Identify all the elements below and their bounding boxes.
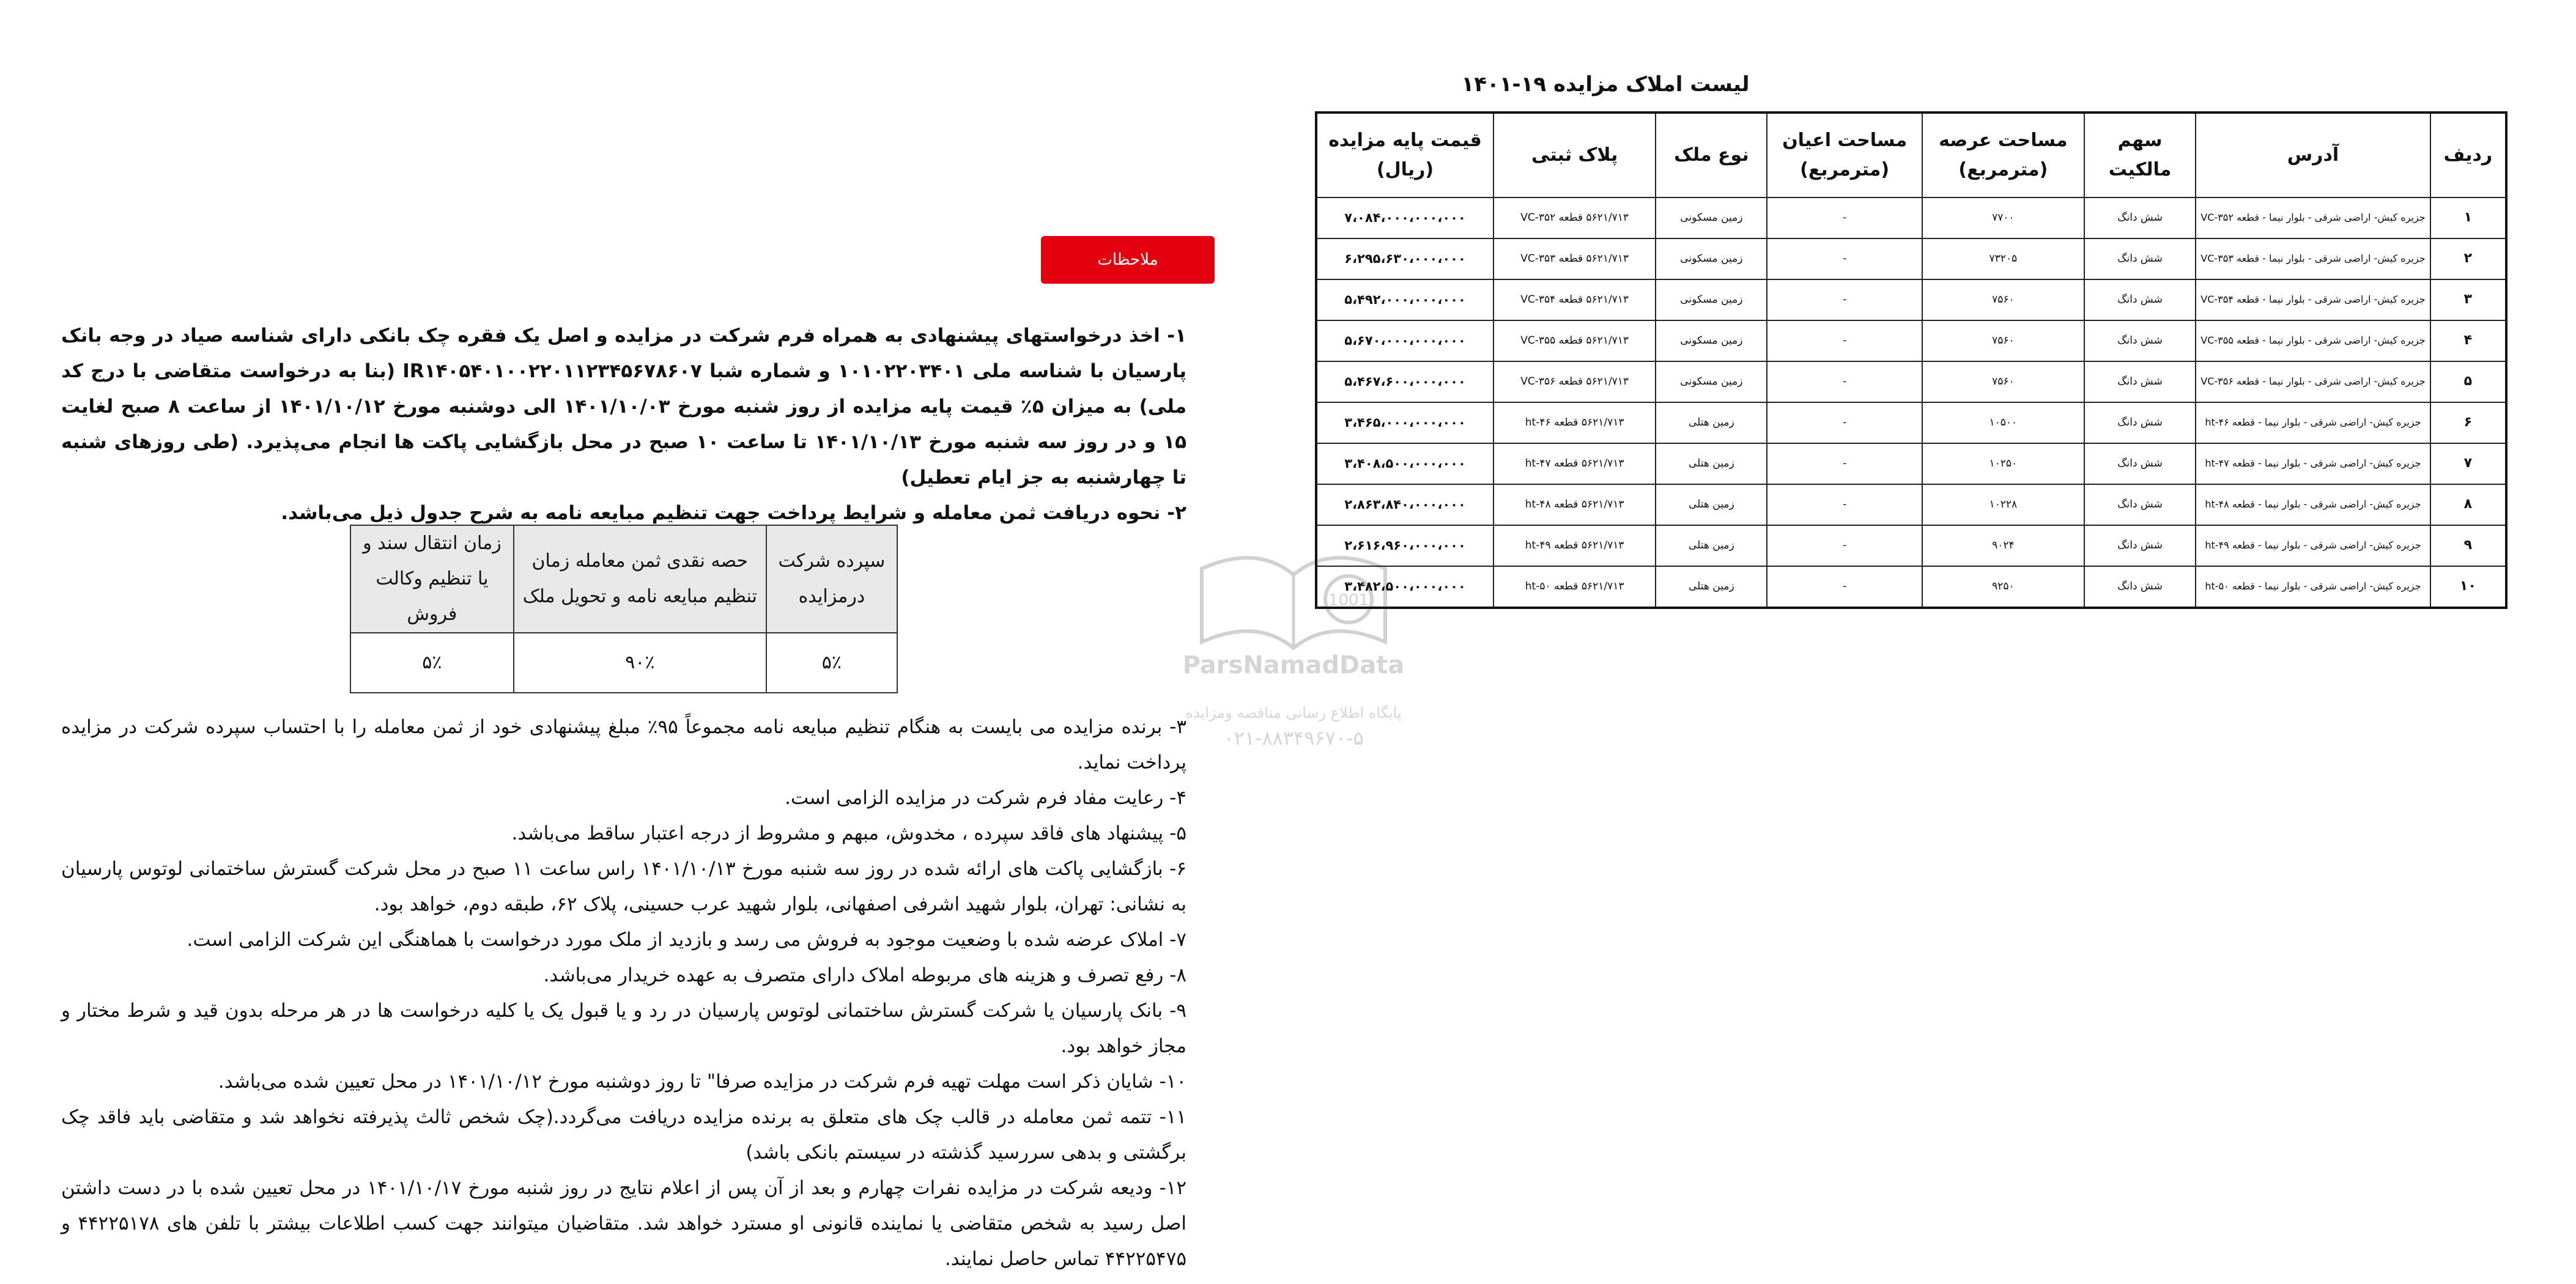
- cell-building-area: -: [1767, 361, 1922, 402]
- cell-address: جزیره کیش- اراضی شرقی - بلوار نیما - قطعه ht-۴۷: [2196, 443, 2430, 484]
- book-watermark-icon: [1165, 532, 1422, 654]
- note-5: ۵- پیشنهاد های فاقد سپرده ، مخدوش، مبهم و مشروط از درجه اعتبار ساقط می‌باشد.: [511, 822, 1186, 844]
- cell-land-area: ۱۰۲۲۸: [1922, 484, 2084, 525]
- payment-terms-value-row: [350, 633, 897, 693]
- cell-building-area: -: [1767, 443, 1922, 484]
- watermark-brand: ParsNamadData: [1182, 651, 1405, 679]
- cell-base-price: ۵،۴۹۲،۰۰۰،۰۰۰،۰۰۰: [1316, 279, 1493, 320]
- cell-building-area: -: [1767, 197, 1922, 238]
- cell-row-number: ۱۰: [2430, 566, 2506, 608]
- header-share: سهم مالکیت: [2084, 113, 2196, 197]
- note-7: ۷- املاک عرضه شده با وضعیت موجود به فروش می رسد و بازدید از ملک مورد درخواست با هماهنگی این شرکت الزامی است.: [187, 929, 1186, 951]
- cell-property-type: زمین مسکونی: [1656, 197, 1767, 238]
- cell-building-area: -: [1767, 238, 1922, 279]
- payment-header-transfer: زمان انتقال سند و یا تنظیم وکالت فروش: [350, 525, 514, 633]
- cell-land-area: ۹۲۵۰: [1922, 566, 2084, 608]
- cell-base-price: ۳،۴۰۸،۵۰۰،۰۰۰،۰۰۰: [1316, 443, 1493, 484]
- cell-plate: ۵۶۲۱/۷۱۳ قطعه ht-۴۶: [1493, 402, 1656, 443]
- note-9: ۹- بانک پارسیان یا شرکت گسترش ساختمانی لوتوس پارسیان در رد و یا قبول یک یا کلیه درخواست ها در هر مرحله بدون قید و شرط مختار و مجاز خواهد بود.: [61, 1000, 1186, 1057]
- cell-row-number: ۸: [2430, 484, 2506, 525]
- cell-share: شش دانگ: [2084, 566, 2196, 608]
- cell-property-type: زمین مسکونی: [1656, 361, 1767, 402]
- payment-value-transfer: ۵٪: [350, 633, 514, 693]
- cell-plate: ۵۶۲۱/۷۱۳ قطعه ht-۴۷: [1493, 443, 1656, 484]
- header-land-area: مساحت عرصه (مترمربع): [1922, 113, 2084, 197]
- cell-property-type: زمین هتلی: [1656, 443, 1767, 484]
- cell-base-price: ۷،۰۸۴،۰۰۰،۰۰۰،۰۰۰: [1316, 197, 1493, 238]
- cell-property-type: زمین هتلی: [1656, 566, 1767, 608]
- cell-base-price: ۲،۶۱۶،۹۶۰،۰۰۰،۰۰۰: [1316, 525, 1493, 566]
- note-8: ۸- رفع تصرف و هزینه های مربوطه املاک دارای متصرف به عهده خریدار می‌باشد.: [543, 964, 1186, 986]
- cell-base-price: ۵،۶۷۰،۰۰۰،۰۰۰،۰۰۰: [1316, 320, 1493, 361]
- cell-land-area: ۱۰۵۰۰: [1922, 402, 2084, 443]
- table-row: [1316, 402, 2506, 443]
- cell-plate: ۵۶۲۱/۷۱۳ قطعه VC-۳۵۳: [1493, 238, 1656, 279]
- header-base-price: قیمت پایه مزایده (ریال): [1316, 113, 1493, 197]
- header-property-type: نوع ملک: [1656, 113, 1767, 197]
- cell-building-area: -: [1767, 279, 1922, 320]
- cell-building-area: -: [1767, 484, 1922, 525]
- cell-share: شش دانگ: [2084, 320, 2196, 361]
- table-row: [1316, 279, 2506, 320]
- watermark-tagline: پایگاه اطلاع رسانی مناقصه ومزایده: [1185, 704, 1402, 721]
- cell-building-area: -: [1767, 402, 1922, 443]
- cell-row-number: ۵: [2430, 361, 2506, 402]
- notes-button[interactable]: ملاحظات: [1041, 236, 1215, 284]
- watermark-phone: ۰۲۱-۸۸۳۴۹۶۷۰-۵: [1223, 726, 1364, 750]
- cell-address: جزیره کیش- اراضی شرقی - بلوار نیما - قطعه VC-۳۵۳: [2196, 238, 2430, 279]
- cell-land-area: ۱۰۲۵۰: [1922, 443, 2084, 484]
- cell-row-number: ۶: [2430, 402, 2506, 443]
- cell-address: جزیره کیش- اراضی شرقی - بلوار نیما - قطعه ht-۴۶: [2196, 402, 2430, 443]
- note-11: ۱۱- تتمه ثمن معامله در قالب چک های متعلق به برنده مزایده دریافت می‌گردد.(چک شخص ثالث پذیرفته نخواهد شد و متقاضی باید فاقد چک برگشتی و بدهی سررسید گذشته در سیستم بانکی باشد): [61, 1106, 1186, 1164]
- cell-plate: ۵۶۲۱/۷۱۳ قطعه ht-۴۹: [1493, 525, 1656, 566]
- payment-terms-header-row: [350, 525, 897, 633]
- table-row: [1316, 443, 2506, 484]
- cell-address: جزیره کیش- اراضی شرقی - بلوار نیما - قطعه VC-۳۵۴: [2196, 279, 2430, 320]
- cell-address: جزیره کیش- اراضی شرقی - بلوار نیما - قطعه VC-۳۵۵: [2196, 320, 2430, 361]
- cell-row-number: ۳: [2430, 279, 2506, 320]
- property-table: [1315, 111, 2508, 609]
- cell-property-type: زمین هتلی: [1656, 402, 1767, 443]
- note-10: ۱۰- شایان ذکر است مهلت تهیه فرم شرکت در مزایده صرفا" تا روز دوشنبه مورخ ۱۴۰۱/۱۰/۱۲ در محل تعیین شده می‌باشد.: [218, 1071, 1186, 1093]
- cell-row-number: ۴: [2430, 320, 2506, 361]
- cell-plate: ۵۶۲۱/۷۱۳ قطعه VC-۳۵۶: [1493, 361, 1656, 402]
- table-row: [1316, 484, 2506, 525]
- cell-property-type: زمین مسکونی: [1656, 238, 1767, 279]
- notes-section-top: [61, 318, 1186, 531]
- cell-share: شش دانگ: [2084, 443, 2196, 484]
- table-row: [1316, 566, 2506, 608]
- cell-address: جزیره کیش- اراضی شرقی - بلوار نیما - قطعه ht-۴۸: [2196, 484, 2430, 525]
- cell-share: شش دانگ: [2084, 197, 2196, 238]
- header-building-area: مساحت اعیان (مترمربع): [1767, 113, 1922, 197]
- cell-plate: ۵۶۲۱/۷۱۳ قطعه VC-۳۵۴: [1493, 279, 1656, 320]
- cell-row-number: ۱: [2430, 197, 2506, 238]
- cell-address: جزیره کیش- اراضی شرقی - بلوار نیما - قطعه ht-۵۰: [2196, 566, 2430, 608]
- table-row: [1316, 361, 2506, 402]
- cell-address: جزیره کیش- اراضی شرقی - بلوار نیما - قطعه ht-۴۹: [2196, 525, 2430, 566]
- note-3: ۳- برنده مزایده می بایست به هنگام تنظیم مبایعه نامه مجموعاً ۹۵٪ مبلغ پیشنهادی خود از ثمن معامله را با احتساب سپرده شرکت در مزایده پرداخت نماید.: [61, 716, 1187, 773]
- cell-row-number: ۹: [2430, 525, 2506, 566]
- cell-land-area: ۷۷۰۰: [1922, 197, 2084, 238]
- table-row: [1316, 320, 2506, 361]
- header-row-number: ردیف: [2430, 113, 2506, 197]
- cell-share: شش دانگ: [2084, 238, 2196, 279]
- cell-address: جزیره کیش- اراضی شرقی - بلوار نیما - قطعه VC-۳۵۲: [2196, 197, 2430, 238]
- cell-share: شش دانگ: [2084, 484, 2196, 525]
- payment-value-cash-share: ۹۰٪: [514, 633, 766, 693]
- header-address: آدرس: [2196, 113, 2430, 197]
- cell-share: شش دانگ: [2084, 402, 2196, 443]
- cell-land-area: ۹۰۲۴: [1922, 525, 2084, 566]
- cell-base-price: ۳،۴۸۲،۵۰۰،۰۰۰،۰۰۰: [1316, 566, 1493, 608]
- cell-row-number: ۲: [2430, 238, 2506, 279]
- table-row: [1316, 197, 2506, 238]
- cell-land-area: ۷۳۲۰۵: [1922, 238, 2084, 279]
- note-2: ۲- نحوه دریافت ثمن معامله و شرایط پرداخت جهت تنظیم مبایعه نامه به شرح جدول ذیل می‌باشد.: [281, 502, 1186, 524]
- cell-land-area: ۷۵۶۰: [1922, 361, 2084, 402]
- note-6: ۶- بازگشایی پاکت های ارائه شده در روز سه شنبه مورخ ۱۴۰۱/۱۰/۱۳ راس ساعت ۱۱ صبح در محل شرکت گسترش ساختمانی لوتوس پارسیان به نشانی: تهران، بلوار شهید اشرفی اصفهانی، بلوار شهید عرب حسینی، پلاک ۶۲، طبقه دوم، خواهد بود.: [61, 858, 1186, 915]
- cell-land-area: ۷۵۶۰: [1922, 279, 2084, 320]
- cell-plate: ۵۶۲۱/۷۱۳ قطعه ht-۴۸: [1493, 484, 1656, 525]
- note-4: ۴- رعایت مفاد فرم شرکت در مزایده الزامی است.: [785, 787, 1186, 809]
- cell-plate: ۵۶۲۱/۷۱۳ قطعه ht-۵۰: [1493, 566, 1656, 608]
- cell-row-number: ۷: [2430, 443, 2506, 484]
- cell-property-type: زمین مسکونی: [1656, 320, 1767, 361]
- cell-base-price: ۳،۴۶۵،۰۰۰،۰۰۰،۰۰۰: [1316, 402, 1493, 443]
- cell-building-area: -: [1767, 320, 1922, 361]
- cell-property-type: زمین هتلی: [1656, 484, 1767, 525]
- notes-section-bottom: [61, 709, 1186, 1277]
- cell-land-area: ۷۵۶۰: [1922, 320, 2084, 361]
- payment-header-deposit: سپرده شرکت درمزایده: [766, 525, 897, 633]
- cell-address: جزیره کیش- اراضی شرقی - بلوار نیما - قطعه VC-۳۵۶: [2196, 361, 2430, 402]
- cell-building-area: -: [1767, 566, 1922, 608]
- watermark-code: 1001: [1328, 591, 1369, 610]
- note-1: ۱- اخذ درخواستهای پیشنهادی به همراه فرم شرکت در مزایده و اصل یک فقره چک بانکی دارای شناسه صیاد در وجه بانک پارسیان با شناسه ملی ۱۰۱۰۲۲۰۳۴۰۱ و شماره شبا IR۱۴۰۵۴۰۱۰۰۲۲۰۱۱۲۳۴۵۶۷۸۶۰۷ (بنا به درخواست متقاضی با درج کد ملی) به میزان ۵٪ قیمت پایه مزایده از روز شنبه مورخ ۱۴۰۱/۱۰/۰۳ الی دوشنبه مورخ ۱۴۰۱/۱۰/۱۲ از ساعت ۸ صبح لغایت ۱۵ و در روز سه شنبه مورخ ۱۴۰۱/۱۰/۱۳ تا ساعت ۱۰ صبح در محل بازگشایی پاکت ها انجام می‌پذیرد. (طی روزهای شنبه تا چهارشنبه به جز ایام تعطیل): [61, 325, 1187, 489]
- cell-plate: ۵۶۲۱/۷۱۳ قطعه VC-۳۵۲: [1493, 197, 1656, 238]
- property-table-header-row: [1316, 113, 2506, 197]
- cell-property-type: زمین مسکونی: [1656, 279, 1767, 320]
- note-12: ۱۲- ودیعه شرکت در مزایده نفرات چهارم و بعد از آن پس از اعلام نتایج در روز شنبه مورخ ۱۴۰۱/۱۰/۱۷ در محل تعیین شده با در دست داشتن اصل رسید به شخص متقاضی یا نماینده قانونی او مسترد خواهد شد. متقاضیان میتوانند جهت کسب اطلاعات بیشتر با تلفن های ۴۴۲۲۵۱۷۸ و ۴۴۲۲۵۴۷۵ تماس حاصل نمایند.: [61, 1177, 1187, 1270]
- cell-base-price: ۲،۸۶۳،۸۴۰،۰۰۰،۰۰۰: [1316, 484, 1493, 525]
- payment-header-cash-share: حصه نقدی ثمن معامله زمان تنظیم مبایعه نامه و تحویل ملک: [514, 525, 766, 633]
- table-row: [1316, 525, 2506, 566]
- payment-terms-table: [350, 525, 898, 693]
- cell-base-price: ۶،۲۹۵،۶۳۰،۰۰۰،۰۰۰: [1316, 238, 1493, 279]
- cell-property-type: زمین هتلی: [1656, 525, 1767, 566]
- cell-plate: ۵۶۲۱/۷۱۳ قطعه VC-۳۵۵: [1493, 320, 1656, 361]
- cell-share: شش دانگ: [2084, 525, 2196, 566]
- payment-value-deposit: ۵٪: [766, 633, 897, 693]
- header-plate: پلاک ثبتی: [1493, 113, 1656, 197]
- property-list-title: لیست املاک مزایده ۱۹-۱۴۰۱: [1461, 72, 1750, 97]
- cell-building-area: -: [1767, 525, 1922, 566]
- cell-share: شش دانگ: [2084, 361, 2196, 402]
- cell-share: شش دانگ: [2084, 279, 2196, 320]
- table-row: [1316, 238, 2506, 279]
- cell-base-price: ۵،۴۶۷،۶۰۰،۰۰۰،۰۰۰: [1316, 361, 1493, 402]
- watermark: [1165, 532, 1422, 752]
